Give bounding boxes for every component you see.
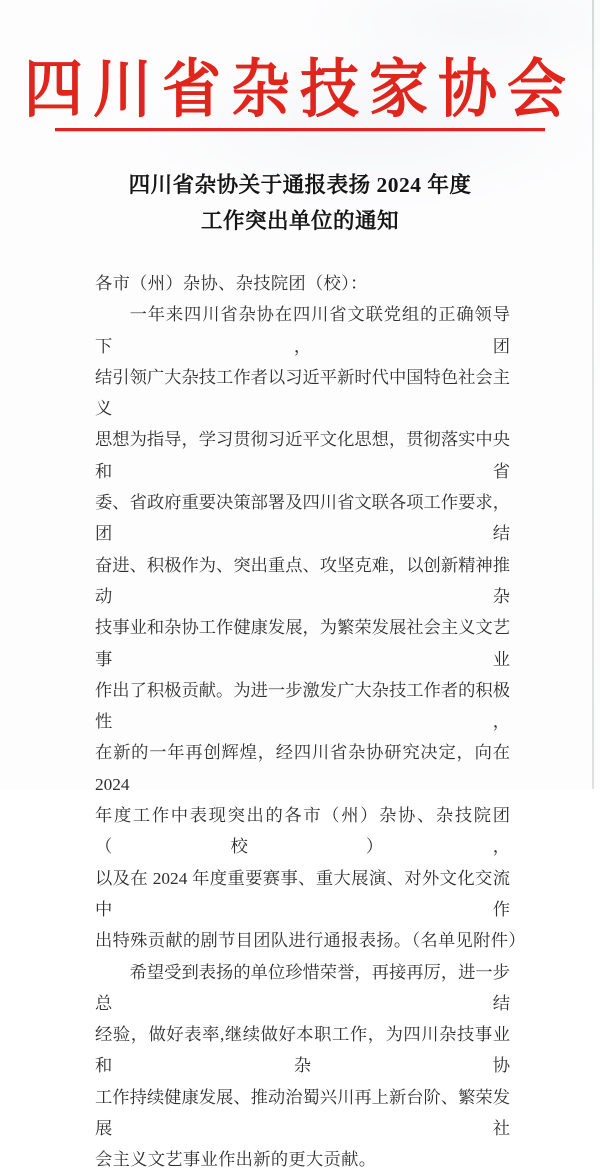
document-title: [0, 167, 600, 239]
body-line-paragraph-end: 会主义文艺事业作出新的更大贡献。: [95, 1150, 377, 1170]
body-line: 以及在 2024 年度重要赛事、重大展演、对外文化交流中作: [95, 868, 510, 919]
document-title-line2: 工作突出单位的通知: [200, 209, 399, 233]
body-line: 年度工作中表现突出的各市（州）杂协、杂技院团（校），: [95, 806, 510, 857]
body-line: 技事业和杂协工作健康发展，为繁荣发展社会主义文艺事业: [95, 618, 510, 669]
body-line: 思想为指导，学习贯彻习近平文化思想，贯彻落实中央和省: [95, 430, 510, 481]
body-line: 结引领广大杂技工作者以习近平新时代中国特色社会主义: [95, 367, 510, 419]
body-line-paragraph-end: 出特殊贡献的剧节目团队进行通报表扬。（名单见附件）: [95, 931, 526, 951]
body-line: 一年来四川省杂协在四川省文联党组的正确领导下，团: [95, 305, 510, 356]
body-line: 在新的一年再创辉煌，经四川省杂协研究决定，向在 2024: [95, 743, 510, 794]
document-title-line1: 四川省杂协关于通报表扬 2024 年度: [128, 173, 472, 197]
body-line: 经验，做好表率,继续做好本职工作，为四川杂技事业和杂协: [95, 1025, 510, 1076]
document-body: [95, 268, 526, 1176]
body-line: 委、省政府重要决策部署及四川省文联各项工作要求，团结: [95, 493, 510, 544]
scan-edge-artifact: [592, 0, 594, 789]
body-line: 作出了积极贡献。为进一步激发广大杂技工作者的积极性，: [95, 680, 510, 732]
salutation-line: 各市（州）杂协、杂技院团（校）：: [95, 274, 368, 293]
body-line: 工作持续健康发展、推动治蜀兴川再上新台阶、繁荣发展社: [95, 1087, 510, 1139]
body-line: 希望受到表扬的单位珍惜荣誉，再接再厉，进一步总结: [95, 962, 510, 1013]
letterhead-divider-rule: [55, 128, 545, 131]
org-name: 四川省杂技家协会: [23, 53, 576, 125]
body-line: 奋进、积极作为、突出重点、攻坚克难，以创新精神推动杂: [95, 555, 510, 606]
